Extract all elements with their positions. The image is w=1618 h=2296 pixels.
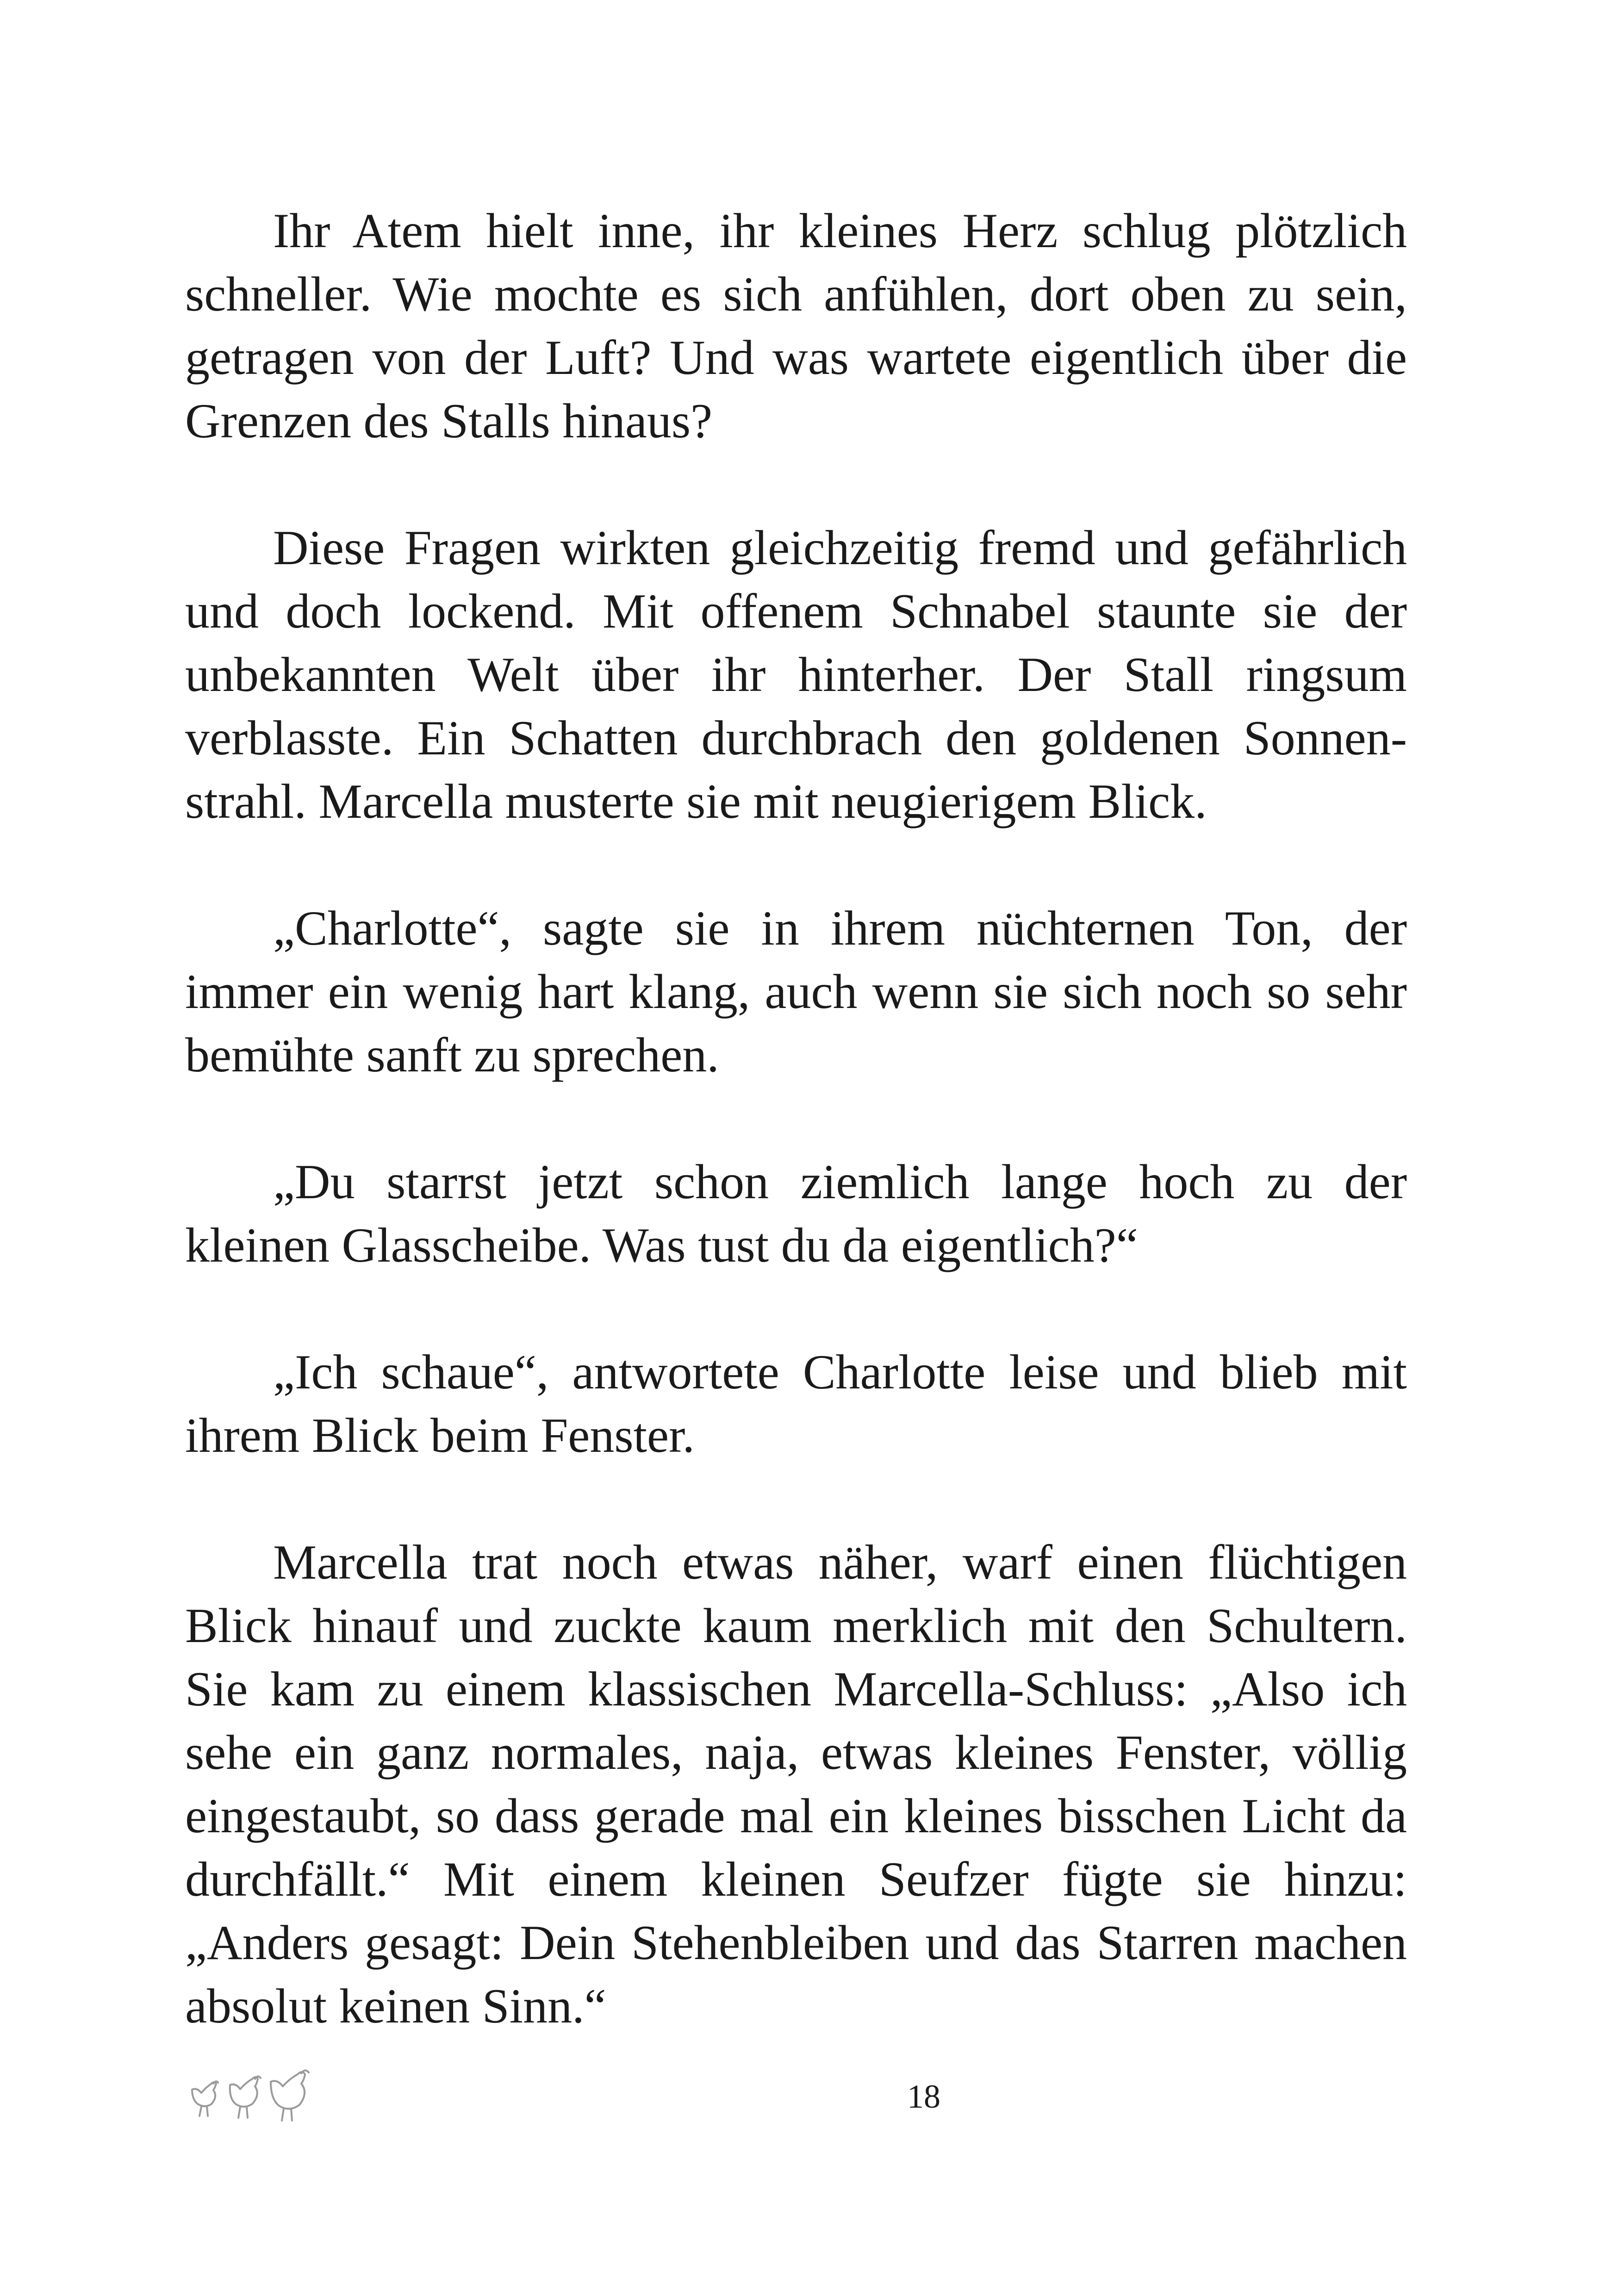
paragraph-1: Ihr Atem hielt inne, ihr kleines Herz schlug plötzlich schneller. Wie mochte es sich anfühlen, dort oben zu sein, getragen von der Luft? Und was wartete eigentlich über die Grenzen des Stalls hinaus?	[185, 204, 1407, 448]
page-number: 18	[907, 2078, 940, 2115]
paragraph-4: „Du starrst jetzt schon ziemlich lange hoch zu der kleinen Glasscheibe. Was tust du da eigentlich?“	[185, 1155, 1407, 1272]
three-hens-icon	[187, 2064, 322, 2124]
paragraph-3: „Charlotte“, sagte sie in ihrem nüchternen Ton, der immer ein wenig hart klang, auch wenn sie sich noch so sehr bemühte sanft zu sprechen.	[185, 901, 1407, 1082]
body-text	[185, 199, 1407, 2101]
paragraph-5: „Ich schaue“, antwortete Charlotte leise und blieb mit ihrem Blick beim Fenster.	[185, 1345, 1407, 1462]
page-footer	[0, 2064, 1618, 2138]
paragraph-6: Marcella trat noch etwas näher, warf einen flüchtigen Blick hinauf und zuckte kaum merklich mit den Schultern. Sie kam zu einem klassischen Marcella-Schluss: „Also ich sehe ein ganz normales, naja, etwas kleines Fenster, völlig eingestaubt, so dass gerade mal ein kleines bisschen Licht da durchfällt.“ Mit einem kleinen Seufzer fügte sie hinzu: „Anders gesagt: Dein Stehenbleiben und das Starren machen absolut keinen Sinn.“	[185, 1535, 1407, 2033]
paragraph-2: Diese Fragen wirkten gleichzeitig fremd und gefährlich und doch lockend. Mit offenem Schnabel staunte sie der unbekannten Welt über ihr hinterher. Der Stall ringsum verblasste. Ein Schatten durchbrach den goldenen Sonnen-strahl. Marcella musterte sie mit neugierigem Blick.	[185, 521, 1407, 828]
